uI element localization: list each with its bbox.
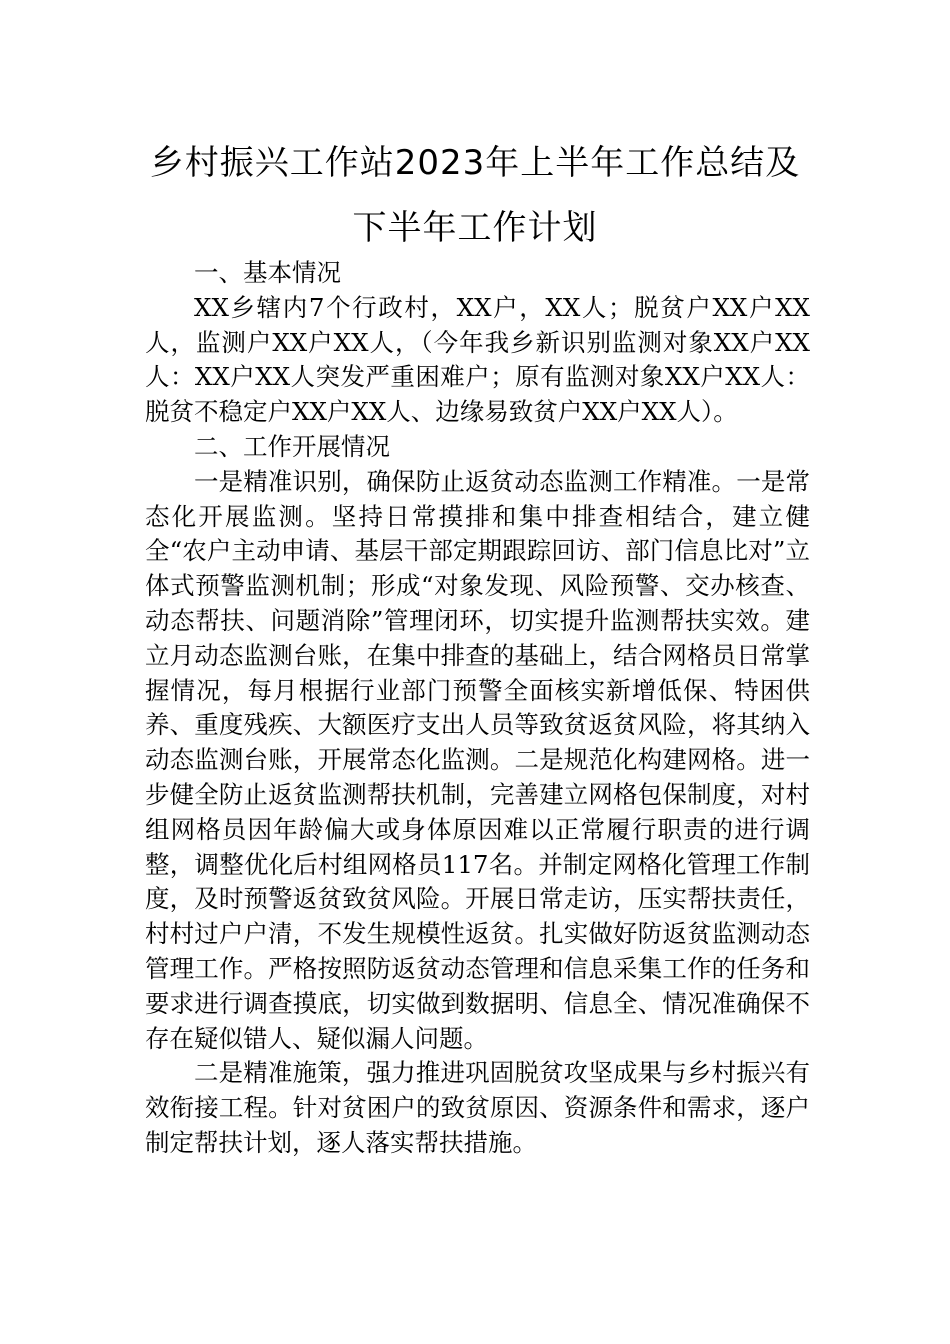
- paragraph-precise-identification: 一是精准识别，确保防止返贫动态监测工作精准。一是常态化开展监测。坚持日常摸排和集中排查相结合，建立健全“农户主动申请、基层干部定期跟踪回访、部门信息比对”立体式预警监测机制；形成“对象发现、风险预警、交办核查、动态帮扶、问题消除”管理闭环，切实提升监测帮扶实效。建立月动态监测台账，在集中排查的基础上，结合网格员日常掌握情况，每月根据行业部门预警全面核实新增低保、特困供养、重度残疾、大额医疗支出人员等致贫返贫风险，将其纳入动态监测台账，开展常态化监测。二是规范化构建网格。进一步健全防止返贫监测帮扶机制，完善建立网格包保制度，对村组网格员因年龄偏大或身体原因难以正常履行职责的进行调整，调整优化后村组网格员117名。并制定网格化管理工作制度，及时预警返贫致贫风险。开展日常走访，压实帮扶责任，村村过户户清，不发生规模性返贫。扎实做好防返贫监测动态管理工作。严格按照防返贫动态管理和信息采集工作的任务和要求进行调查摸底，切实做到数据明、信息全、情况准确保不存在疑似错人、疑似漏人问题。: [145, 466, 810, 1053]
- paragraph-basic-info: XX乡辖内7个行政村，XX户，XX人；脱贫户XX户XX人，监测户XX户XX人，（今年我乡新识别监测对象XX户XX人：XX户XX人突发严重困难户；原有监测对象XX户XX人：脱贫不稳定户XX户XX人、边缘易致贫户XX户XX人）。: [145, 292, 810, 427]
- section-heading-basic-info: 一、基本情况: [194, 258, 341, 287]
- document-title-line-1: 乡村振兴工作站2023年上半年工作总结及: [149, 143, 801, 183]
- document-title-line-2: 下半年工作计划: [352, 208, 598, 248]
- section-heading-work-progress: 二、工作开展情况: [194, 431, 390, 461]
- document-body: [145, 256, 810, 1161]
- paragraph-precise-measures: 二是精准施策，强力推进巩固脱贫攻坚成果与乡村振兴有效衔接工程。针对贫困户的致贫原因、资源条件和需求，逐户制定帮扶计划，逐人落实帮扶措施。: [145, 1058, 810, 1157]
